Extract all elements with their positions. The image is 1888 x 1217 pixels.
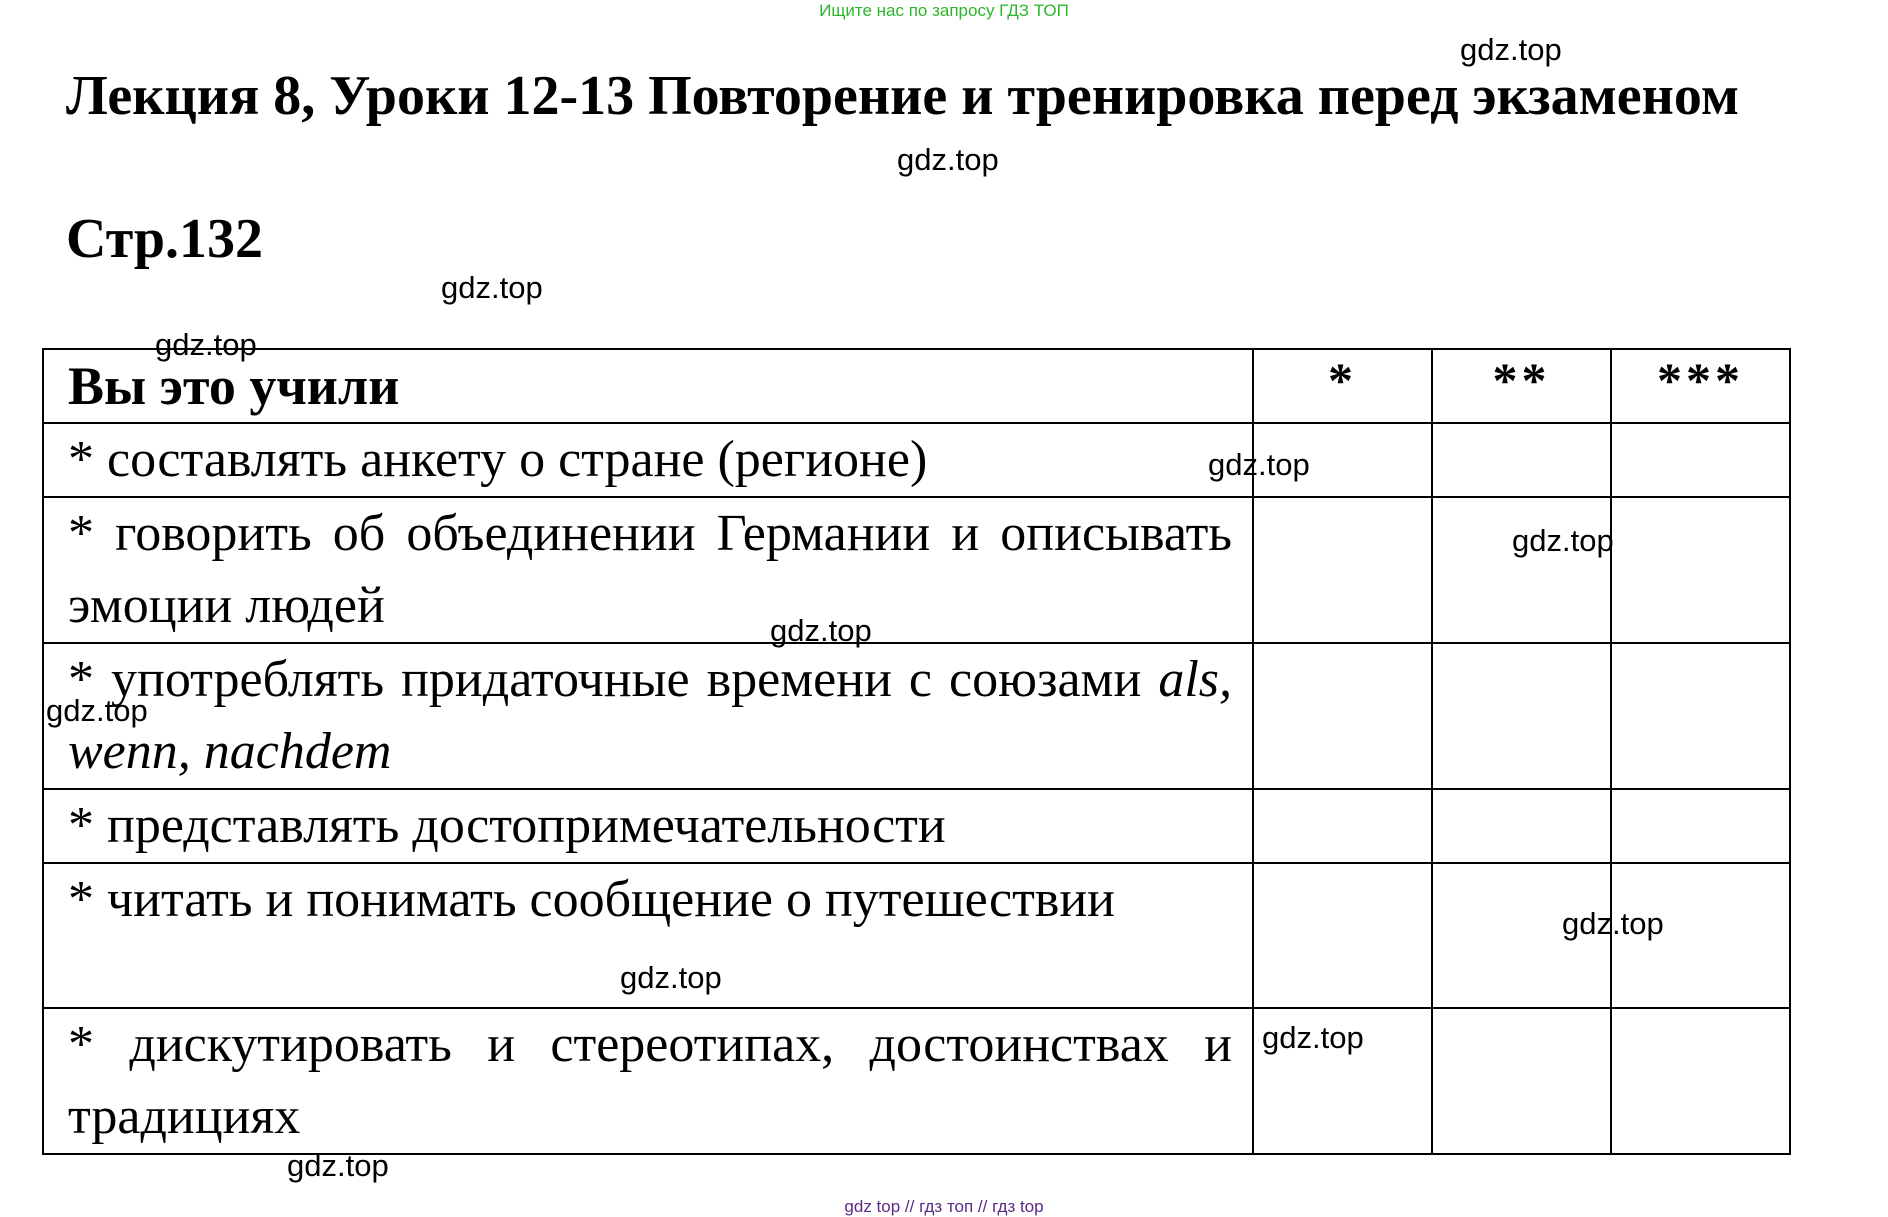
row-bullet: * [68, 651, 94, 708]
skills-table [42, 348, 1791, 1155]
skill-text: читать и понимать сообщение о путешествии [107, 871, 1116, 928]
row-bullet: * [68, 505, 94, 562]
watermark: gdz.top [1460, 32, 1562, 67]
rating-cell-3[interactable] [1611, 497, 1790, 643]
skill-cell [43, 789, 1253, 863]
watermark: gdz.top [620, 960, 722, 995]
row-bullet: * [68, 871, 94, 928]
watermark: gdz.top [1562, 906, 1664, 941]
header-level-3 [1611, 349, 1790, 423]
header-level-2 [1432, 349, 1611, 423]
skill-text: дискутировать и стереотипах, достоинствах и традициях [68, 1016, 1232, 1145]
skill-text: употреблять придаточные времени с союзами [111, 651, 1142, 708]
rating-cell-2[interactable] [1432, 497, 1611, 643]
table-row [43, 643, 1790, 789]
watermark: gdz.top [770, 613, 872, 648]
watermark: gdz.top [46, 693, 148, 728]
footer-links[interactable]: gdz top // гдз топ // гдз top [844, 1197, 1044, 1216]
rating-cell-3[interactable] [1611, 423, 1790, 497]
skill-text: составлять анкету о стране (регионе) [107, 431, 928, 488]
watermark: gdz.top [441, 270, 543, 305]
rating-cell-3[interactable] [1611, 643, 1790, 789]
watermark: gdz.top [155, 327, 257, 362]
rating-cell-2[interactable] [1432, 423, 1611, 497]
rating-cell-1[interactable] [1253, 789, 1432, 863]
level-3-stars: *** [1657, 352, 1744, 408]
table-row [43, 1008, 1790, 1154]
watermark: gdz.top [1262, 1020, 1364, 1055]
rating-cell-2[interactable] [1432, 789, 1611, 863]
rating-cell-2[interactable] [1432, 1008, 1611, 1154]
page-title: Лекция 8, Уроки 12-13 Повторение и тренировка перед экзаменом [66, 65, 1739, 127]
rating-cell-1[interactable] [1253, 497, 1432, 643]
row-bullet: * [68, 797, 94, 854]
skill-cell [43, 643, 1253, 789]
row-bullet: * [68, 431, 94, 488]
row-bullet: * [68, 1016, 94, 1073]
table-row [43, 789, 1790, 863]
table-row [43, 863, 1790, 1008]
table-row [43, 497, 1790, 643]
skill-cell [43, 1008, 1253, 1154]
table-header-row [43, 349, 1790, 423]
rating-cell-1[interactable] [1253, 643, 1432, 789]
rating-cell-3[interactable] [1611, 789, 1790, 863]
page-reference: Стр.132 [66, 208, 264, 270]
rating-cell-1[interactable] [1253, 863, 1432, 1008]
skill-conjunctions: als, wenn, nachdem [68, 651, 1232, 780]
table-row [43, 423, 1790, 497]
rating-cell-3[interactable] [1611, 1008, 1790, 1154]
header-label: Вы это учили [68, 356, 400, 416]
rating-cell-2[interactable] [1432, 643, 1611, 789]
skill-cell [43, 497, 1253, 643]
watermark: gdz.top [1208, 447, 1310, 482]
watermark: gdz.top [897, 142, 999, 177]
watermark: gdz.top [287, 1148, 389, 1183]
top-banner[interactable]: Ищите нас по запросу ГДЗ ТОП [819, 1, 1069, 20]
skill-text: представлять достопримечательности [107, 797, 946, 854]
header-level-1 [1253, 349, 1432, 423]
level-1-stars: * [1328, 352, 1357, 408]
watermark: gdz.top [1512, 523, 1614, 558]
level-2-stars: ** [1492, 352, 1551, 408]
skill-cell [43, 423, 1253, 497]
skill-text: говорить об объединении Германии и описывать эмоции людей [68, 505, 1233, 634]
